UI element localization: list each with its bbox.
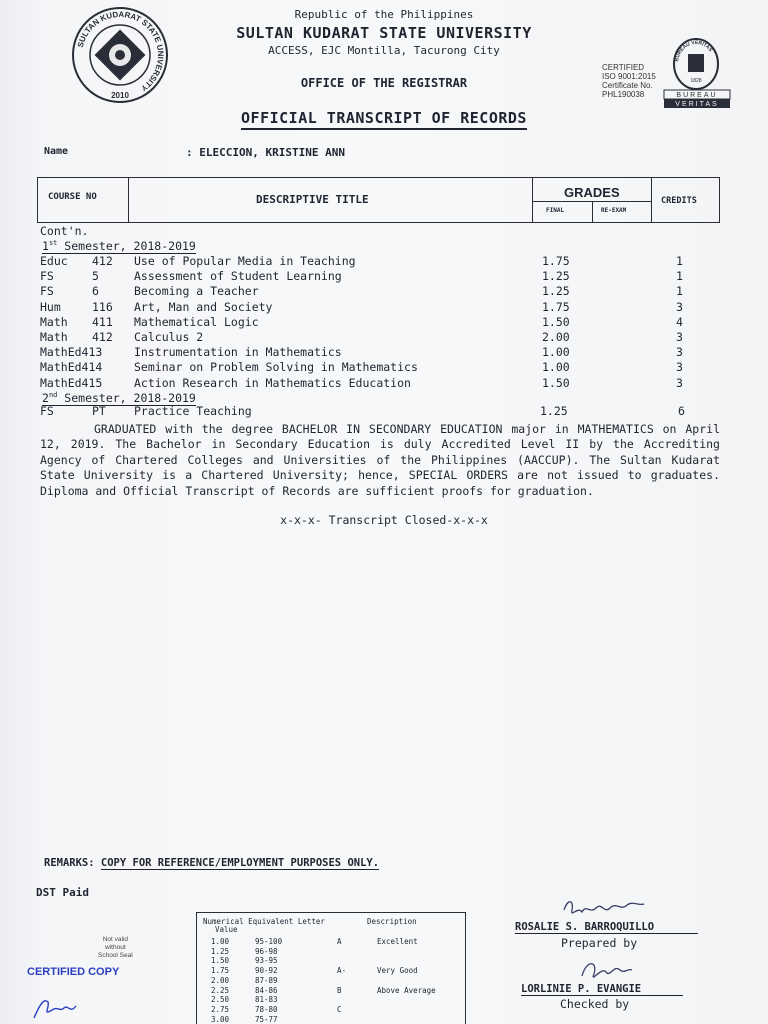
course-code: Educ	[40, 254, 68, 268]
col-descriptive-title: DESCRIPTIVE TITLE	[256, 193, 369, 206]
course-number: 116	[92, 299, 113, 314]
course-grade: 1.00	[542, 360, 570, 375]
course-row	[40, 300, 730, 315]
course-code: Hum	[40, 299, 61, 314]
scale-eq: 96-98	[255, 946, 278, 956]
course-credits: 3	[676, 330, 683, 344]
iso-certification: CERTIFIED ISO 9001:2015 Certificate No. PHL190038	[602, 63, 656, 99]
course-code: MathEd415	[40, 375, 103, 390]
prepared-signature-icon	[560, 896, 650, 922]
transcript-closed: x-x-x- Transcript Closed-x-x-x	[280, 513, 488, 527]
course-code: MathEd414	[40, 360, 103, 375]
course-credits: 3	[676, 345, 683, 360]
course-title: Instrumentation in Mathematics	[134, 345, 342, 360]
course-credits: 1	[676, 254, 683, 268]
grading-scale-box	[196, 912, 466, 1024]
col-reexam: RE-EXAM	[601, 207, 627, 214]
name-label: Name	[44, 146, 69, 157]
scale-letter: B	[337, 985, 342, 995]
course-credits: 3	[676, 375, 683, 390]
semester-2-heading: 2nd Semester, 2018-2019	[42, 390, 196, 405]
course-number: 411	[92, 314, 113, 329]
course-title: Assessment of Student Learning	[134, 269, 342, 284]
scale-num: 2.25	[211, 985, 230, 995]
course-title: Use of Popular Media in Teaching	[134, 254, 356, 268]
course-row	[40, 404, 730, 419]
scale-num: 1.75	[211, 966, 230, 976]
course-title: Becoming a Teacher	[134, 284, 259, 299]
course-row	[40, 345, 730, 360]
document-title: OFFICIAL TRANSCRIPT OF RECORDS	[0, 109, 768, 127]
svg-text:BUREAU VERITAS: BUREAU VERITAS	[674, 39, 714, 63]
course-number: PT	[92, 404, 106, 418]
course-grade: 1.00	[542, 345, 570, 360]
svg-text:VERITAS: VERITAS	[675, 101, 719, 108]
scale-letter: A	[337, 937, 342, 946]
course-grade: 1.25	[542, 284, 570, 299]
scale-desc: Very Good	[377, 966, 418, 976]
university-address: ACCESS, EJC Montilla, Tacurong City	[268, 44, 500, 57]
office-name: OFFICE OF THE REGISTRAR	[300, 76, 468, 90]
seal-notice: Not valid without School Seal	[98, 936, 133, 959]
republic-line: Republic of the Philippines	[294, 8, 474, 21]
course-row	[40, 315, 730, 330]
scale-num: 2.00	[211, 975, 230, 985]
col-final: FINAL	[546, 207, 565, 214]
course-credits: 1	[676, 284, 683, 299]
remarks-value: COPY FOR REFERENCE/EMPLOYMENT PURPOSES ONLY.	[100, 857, 380, 869]
course-row	[40, 330, 730, 345]
col-course-no: COURSE NO	[48, 192, 97, 202]
col-credits: CREDITS	[661, 196, 697, 206]
course-number: 6	[92, 284, 99, 299]
svg-text:1828: 1828	[690, 78, 702, 84]
certified-copy-stamp: CERTIFIED COPY	[27, 966, 120, 978]
course-row	[40, 284, 730, 299]
course-credits: 6	[678, 404, 685, 418]
checked-by-label: Checked by	[560, 997, 630, 1011]
course-title: Calculus 2	[134, 330, 204, 344]
scale-letter: A-	[337, 966, 347, 976]
course-row	[40, 360, 730, 375]
course-title: Action Research in Mathematics Education	[134, 375, 411, 390]
course-number: 5	[92, 269, 99, 284]
course-grade: 1.75	[542, 299, 570, 314]
course-number: 412	[92, 330, 113, 344]
course-code: MathEd413	[40, 345, 103, 360]
course-credits: 3	[676, 299, 683, 314]
checker-name: LORLINIE P. EVANGIE	[521, 983, 642, 995]
course-number: 412	[92, 254, 113, 268]
graduation-note: GRADUATED with the degree BACHELOR IN SECONDARY EDUCATION major in MATHEMATICS on April 12, 2019. The Bachelor in Secondary Education is duly Accredited Level II by the Accrediting Agency of Chartered Colleges and Universities of the Philippines (AACCUP). The Sultan Kudarat State University is a Chartered University; hence, SPECIAL ORDERS are not issued to graduates. Diploma and Official Transcript of Records are sufficient proofs for graduation.	[40, 422, 720, 498]
scale-eq: 75-77	[255, 1014, 278, 1024]
course-grade: 1.75	[542, 254, 570, 268]
course-code: Math	[40, 330, 68, 344]
university-name: SULTAN KUDARAT STATE UNIVERSITY	[236, 24, 532, 42]
scale-num: 3.00	[211, 1014, 230, 1024]
scale-desc: Above Average	[377, 985, 436, 995]
transcript-table-header	[37, 177, 720, 223]
col-grades: GRADES	[564, 185, 620, 200]
svg-text:BUREAU: BUREAU	[676, 92, 718, 99]
course-credits: 3	[676, 360, 683, 375]
remarks: REMARKS: COPY FOR REFERENCE/EMPLOYMENT PURPOSES ONLY.	[44, 857, 380, 869]
course-grade: 1.25	[540, 404, 568, 418]
seal-ring-text: SULTAN KUDARAT STATE UNIVERSITY	[75, 9, 166, 93]
course-row	[40, 254, 730, 269]
course-credits: 1	[676, 269, 683, 284]
scale-eq: 78-80	[255, 1004, 278, 1014]
course-code: FS	[40, 404, 54, 418]
scale-eq: 87-89	[255, 975, 278, 985]
scale-num: 1.00	[211, 937, 230, 946]
preparer-name: ROSALIE S. BARROQUILLO	[515, 921, 655, 933]
scale-header: Numerical Equivalent Letter	[203, 917, 325, 926]
scale-num: 1.50	[211, 956, 230, 966]
scale-eq: 90-92	[255, 966, 278, 976]
bureau-veritas-logo-icon	[660, 36, 732, 110]
course-code: FS	[40, 284, 54, 299]
dst-paid: DST Paid	[36, 886, 89, 899]
scale-desc: Excellent	[377, 937, 418, 946]
course-title: Practice Teaching	[134, 404, 252, 418]
continued-label: Cont'n.	[40, 224, 89, 238]
scale-header-value: Value	[215, 925, 238, 934]
course-grade: 1.50	[542, 314, 570, 329]
course-code: FS	[40, 269, 54, 284]
scale-eq: 95-100	[255, 937, 283, 946]
course-grade: 2.00	[542, 330, 570, 344]
course-credits: 4	[676, 314, 683, 329]
student-name: : ELECCION, KRISTINE ANN	[186, 146, 345, 159]
course-title: Art, Man and Society	[134, 299, 273, 314]
course-title: Mathematical Logic	[134, 314, 259, 329]
course-row	[40, 269, 730, 284]
course-code: Math	[40, 314, 68, 329]
scale-num: 2.50	[211, 995, 230, 1005]
checker-signature-icon	[576, 956, 636, 986]
semester-1-heading: 1st Semester, 2018-2019	[42, 238, 196, 253]
course-grade: 1.50	[542, 375, 570, 390]
prepared-by-label: Prepared by	[561, 936, 638, 950]
scale-letter: C	[337, 1004, 342, 1014]
scale-num: 1.25	[211, 946, 230, 956]
course-title: Seminar on Problem Solving in Mathematics	[134, 360, 418, 375]
seal-year: 2010	[111, 91, 129, 100]
scale-eq: 93-95	[255, 956, 278, 966]
initials-signature-icon	[30, 994, 90, 1022]
scale-num: 2.75	[211, 1004, 230, 1014]
course-grade: 1.25	[542, 269, 570, 284]
scale-eq: 84-86	[255, 985, 278, 995]
scale-header-desc: Description	[367, 917, 417, 926]
scale-eq: 81-83	[255, 995, 278, 1005]
